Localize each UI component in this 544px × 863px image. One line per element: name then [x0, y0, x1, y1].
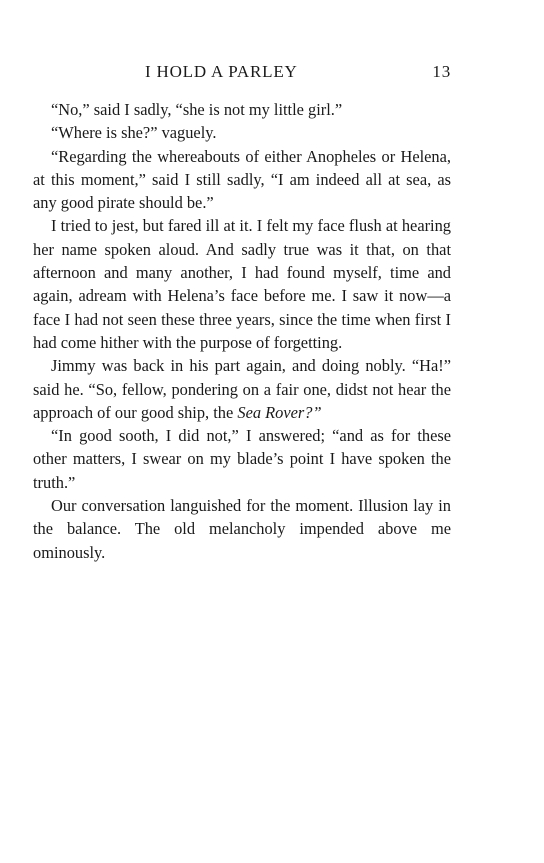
paragraph: “No,” said I sadly, “she is not my little girl.” — [51, 100, 343, 119]
page-number: 13 — [432, 62, 451, 81]
paragraph: “In good sooth, I did not,” I answered; “and as for these other matters, I swear on my blade’s point I have spoken the truth.” — [33, 426, 451, 492]
paragraph: “Regarding the whereabouts of either Anopheles or Helena, at this moment,” said I still sadly, “I am indeed all at sea, as any good pirate should be.” — [33, 146, 451, 213]
paragraph — [33, 354, 451, 424]
paragraph: Our conversation languished for the moment. Illusion lay in the balance. The old melancholy impended above me ominously. — [33, 496, 451, 562]
body-text — [33, 98, 451, 564]
paragraph: “Where is she?” vaguely. — [51, 123, 217, 143]
paragraph-text: Jimmy was back in his part again, and doing nobly. “Ha!” said he. “So, fellow, pondering on a fair one, didst not hear the approach of our good ship, the — [33, 356, 451, 422]
ship-name: Sea Rover?” — [237, 402, 322, 422]
book-page — [33, 60, 451, 564]
running-title: I HOLD A PARLEY — [145, 62, 298, 81]
page-header — [33, 60, 451, 86]
paragraph: I tried to jest, but fared ill at it. I felt my face flush at hearing her name spoken aloud. And sadly true was it that, on that afternoon and many another, I had found myself, time and again, adream with Helena’s face before me. I saw it now—a face I had not seen these three years, since the time when first I had come hither with the purpose of forgetting. — [33, 216, 451, 352]
